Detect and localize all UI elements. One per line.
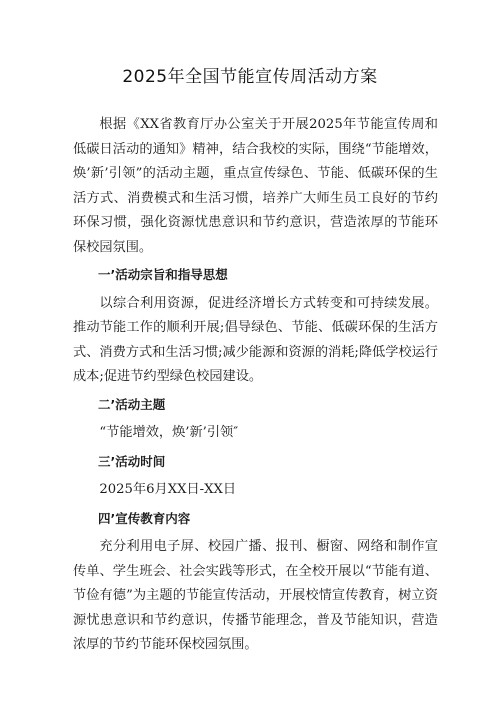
section-text-purpose: 以综合利用资源，促进经济增长方式转变和可持续发展。推动节能工作的顺利开展;倡导绿色、节能、低碳环保的生活方式、消费方式和生活习惯;减少能源和资源的消耗;降低学校运行成本;促进节约型绿色校园建设。 xyxy=(73,295,438,384)
section-heading-theme: 二’活动主题 xyxy=(98,396,166,412)
section-heading-purpose: 一’活动宗旨和指导思想 xyxy=(98,267,228,282)
section-text-content: 充分利用电子屏、校园广播、报刊、橱窗、网络和制作宣传单、学生班会、社会实践等形式，在全校开展以“节能有道、节俭有德”为主题的节能宣传活动，开展校情宣传教育，树立资源忧患意识和节约意识，传播节能理念，普及节能知识，营造浓厚的节约节能环保校园氛围。 xyxy=(73,539,438,652)
document-title: 2025年全国节能宣传周活动方案 xyxy=(122,67,378,87)
section-text-time: 2025年6月XX日-XX日 xyxy=(99,482,237,497)
section-heading-content: 四’宣传教育内容 xyxy=(98,510,191,526)
section-heading-time: 三’活动时间 xyxy=(98,453,166,469)
document-body xyxy=(73,113,438,658)
section-text-theme: “节能增效，焕’新’引领″ xyxy=(99,425,239,440)
intro-paragraph: 根据《XX省教育厅办公室关于开展2025年节能宣传周和低碳日活动的通知》精神，结合我校的实际，围绕“节能增效，焕’新’引领”的活动主题，重点宣传绿色、节能、低碳环保的生活方式、消费模式和生活习惯，培养广大师生员工良好的节约环保习惯，强化资源忧患意识和节约意识，营造浓厚的节能环保校园氛围。 xyxy=(73,117,438,255)
